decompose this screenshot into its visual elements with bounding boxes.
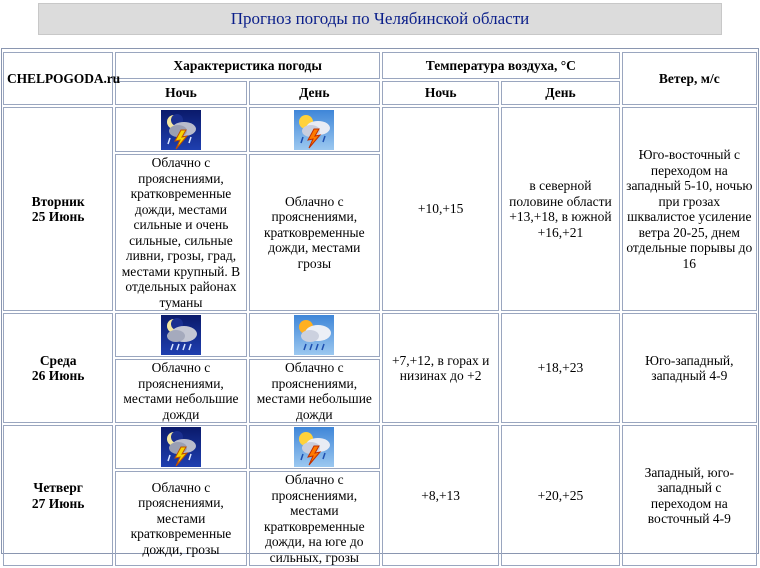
weather-group-header: Характеристика погоды xyxy=(115,52,380,79)
temp-day-header: День xyxy=(501,81,619,105)
day-cell xyxy=(3,313,113,423)
storm-day-icon xyxy=(294,110,334,150)
table-row xyxy=(3,425,757,469)
day-icon-cell xyxy=(249,107,380,152)
day-desc: Облачно с прояснениями, местами небольшие дожди xyxy=(249,359,380,423)
day-icon-cell xyxy=(249,313,380,357)
weather-day-header: День xyxy=(249,81,380,105)
page-title-text: Прогноз погоды по Челябинской области xyxy=(230,9,530,28)
header-row-groups xyxy=(3,52,757,79)
day-name: Четверг xyxy=(33,480,83,495)
forecast-table xyxy=(1,50,759,568)
night-temp: +7,+12, в горах и низинах до +2 xyxy=(382,313,499,423)
table-row xyxy=(3,313,757,357)
rain-day-icon xyxy=(294,315,334,355)
storm-day-icon xyxy=(294,427,334,467)
day-cell xyxy=(3,425,113,566)
storm-night-icon xyxy=(161,427,201,467)
night-icon-cell xyxy=(115,313,246,357)
day-cell xyxy=(3,107,113,311)
day-name: Среда xyxy=(39,352,77,368)
night-temp: +10,+15 xyxy=(382,107,499,311)
day-desc: Облачно с прояснениями, местами кратковременные дожди, на юге до сильных, грозы xyxy=(249,471,380,566)
night-desc: Облачно с прояснениями, местами кратковременные дожди, грозы xyxy=(115,471,246,566)
night-desc: Облачно с прояснениями, кратковременные дожди, местами сильные и очень сильные, сильные ливни, грозы, град, местами крупный. В отдельных районах туманы xyxy=(115,154,246,311)
wind-header: Ветер, м/с xyxy=(622,52,757,105)
storm-night-icon xyxy=(161,110,201,150)
day-date: 26 Июнь xyxy=(31,368,85,383)
day-date: 25 Июнь xyxy=(31,209,85,224)
day-name: Вторник xyxy=(31,193,85,209)
page-title xyxy=(38,3,722,35)
wind-desc: Юго-восточный с переходом на западный 5-10, ночью при грозах шквалистое усиление ветра 20-25, днем отдельные порывы до 16 xyxy=(622,107,757,311)
night-temp: +8,+13 xyxy=(382,425,499,566)
day-temp: в северной половине области +13,+18, в южной +16,+21 xyxy=(501,107,619,311)
table-row xyxy=(3,107,757,152)
day-temp: +18,+23 xyxy=(501,313,619,423)
day-icon-cell xyxy=(249,425,380,469)
wind-desc: Юго-западный, западный 4-9 xyxy=(622,313,757,423)
night-icon-cell xyxy=(115,425,246,469)
day-temp: +20,+25 xyxy=(501,425,619,566)
weather-night-header: Ночь xyxy=(115,81,246,105)
day-date: 27 Июнь xyxy=(31,495,85,511)
brand-cell xyxy=(3,52,121,105)
temp-group-header: Температура воздуха, °С xyxy=(382,52,620,79)
night-desc: Облачно с прояснениями, местами небольшие дожди xyxy=(115,359,246,423)
night-icon-cell xyxy=(115,107,246,152)
brand-label: CHELPOGODA.ru xyxy=(7,70,121,86)
day-desc: Облачно с прояснениями, кратковременные дожди, местами грозы xyxy=(249,154,380,311)
rain-night-icon xyxy=(161,315,201,355)
wind-desc: Западный, юго-западный с переходом на восточный 4-9 xyxy=(622,425,757,566)
temp-night-header: Ночь xyxy=(382,81,499,105)
